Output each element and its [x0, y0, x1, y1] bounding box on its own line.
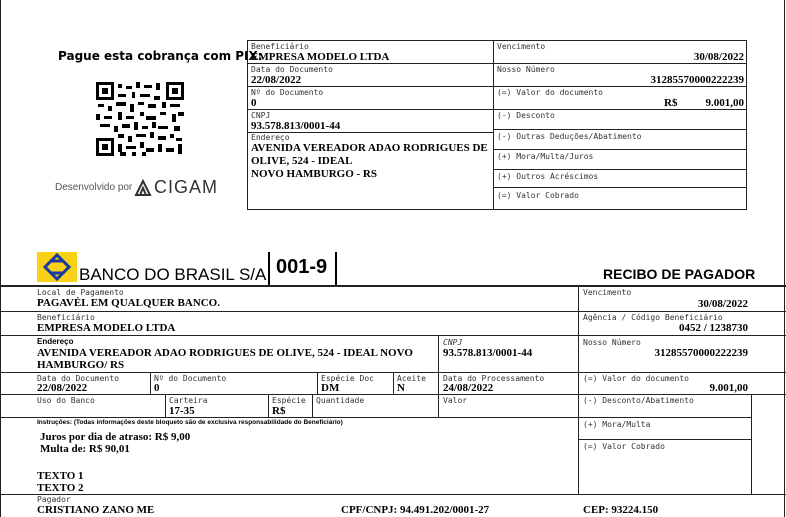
especie-doc-label: Espécie Doc — [321, 374, 374, 383]
uso-banco-label: Uso do Banco — [37, 396, 95, 405]
local-pagamento-value: PAGAVÉL EM QUALQUER BANCO. — [37, 297, 220, 309]
instrucao-juros: Juros por dia de atraso: R$ 9,00 — [40, 431, 191, 443]
valor-doc-value: 9.001,00 — [705, 97, 744, 109]
local-pagamento-label: Local de Pagamento — [37, 288, 124, 297]
nosso-numero-value: 31285570000222239 — [650, 74, 744, 86]
pagador-cep: CEP: 93224.150 — [583, 504, 659, 516]
desconto-label: (-) Desconto — [497, 111, 555, 120]
valor-label: Valor — [443, 396, 468, 405]
cigam-brand: CIGAM — [154, 177, 219, 197]
endereco-b-label: Endereço — [37, 337, 74, 346]
instrucao-multa: Multa de: R$ 90,01 — [40, 443, 130, 455]
valor-cobrado-label: (=) Valor Cobrado — [497, 191, 579, 200]
valor-doc-label: (=) Valor do documento — [497, 88, 603, 97]
valor-doc-b-label: (=) Valor do documento — [583, 374, 689, 383]
cnpj-value: 93.578.813/0001-44 — [251, 120, 341, 132]
nosso-numero-b-value: 31285570000222239 — [654, 347, 748, 359]
endereco-label: Endereço — [251, 133, 290, 142]
beneficiario-label: Beneficiário — [251, 42, 309, 51]
valor-currency: R$ — [664, 97, 678, 109]
vencimento-b-label: Vencimento — [583, 288, 632, 297]
especie-label: Espécie — [272, 396, 306, 405]
num-doc-value: 0 — [251, 97, 257, 109]
num-doc-b-label: Nº do Documento — [154, 374, 227, 383]
vencimento-label: Vencimento — [497, 42, 546, 51]
pagador-cpf: CPF/CNPJ: 94.491.202/0001-27 — [341, 504, 490, 516]
endereco-b-line-2: HAMBURGO/ RS — [37, 359, 125, 371]
beneficiario-value: EMPRESA MODELO LTDA — [251, 51, 390, 63]
endereco-line-3: NOVO HAMBURGO - RS — [251, 168, 377, 180]
developed-by-label: Desenvolvido por — [55, 182, 133, 193]
pagador-label: Pagador — [37, 495, 71, 504]
data-doc-b-value: 22/08/2022 — [37, 382, 88, 394]
desconto-abatimento-label: (-) Desconto/Abatimento — [583, 396, 694, 405]
especie-doc-value: DM — [321, 382, 340, 394]
data-doc-b-label: Data do Documento — [37, 374, 119, 383]
agencia-value: 0452 / 1238730 — [678, 322, 748, 334]
nosso-numero-b-label: Nosso Número — [583, 338, 641, 347]
pix-qr-code[interactable] — [96, 82, 184, 156]
bank-name: BANCO DO BRASIL S/A — [79, 265, 267, 284]
cnpj-label: CNPJ — [251, 111, 271, 120]
data-proc-value: 24/08/2022 — [443, 382, 494, 394]
carteira-value: 17-35 — [169, 405, 195, 417]
texto-2: TEXTO 2 — [37, 482, 84, 494]
page-left-border — [0, 0, 1, 517]
carteira-label: Carteira — [169, 396, 208, 405]
texto-1: TEXTO 1 — [37, 470, 84, 482]
banco-brasil-logo-icon — [37, 252, 77, 282]
endereco-line-2: OLIVE, 524 - IDEAL — [251, 155, 353, 167]
instrucoes-label: Instruções: (Todas informações deste bloqueto são de exclusiva responsabilidade do Beneficiário) — [37, 419, 343, 426]
pagador-value: CRISTIANO ZANO ME — [37, 504, 155, 516]
num-doc-label: Nº do Documento — [251, 88, 324, 97]
valor-cobrado-b-label: (=) Valor Cobrado — [583, 442, 665, 451]
outras-deducoes-label: (-) Outras Deduções/Abatimento — [497, 132, 642, 141]
aceite-value: N — [397, 382, 405, 394]
agencia-label: Agência / Código Beneficiário — [583, 313, 723, 322]
data-proc-label: Data do Processamento — [443, 374, 545, 383]
recibo-pagador-title: RECIBO DE PAGADOR — [603, 266, 756, 282]
aceite-label: Aceite — [397, 374, 426, 383]
pix-title: Pague esta cobrança com PIX: — [58, 49, 263, 63]
cnpj-b-value: 93.578.813/0001-44 — [443, 347, 533, 359]
data-doc-value: 22/08/2022 — [251, 74, 302, 86]
bank-code: 001-9 — [276, 256, 328, 278]
cigam-logo-icon — [134, 179, 152, 197]
data-doc-label: Data do Documento — [251, 65, 333, 74]
especie-value: R$ — [272, 405, 286, 417]
beneficiario-b-value: EMPRESA MODELO LTDA — [37, 322, 176, 334]
num-doc-b-value: 0 — [154, 382, 160, 394]
acrescimos-label: (+) Outros Acréscimos — [497, 172, 599, 181]
endereco-line-1: AVENIDA VEREADOR ADAO RODRIGUES DE — [251, 142, 488, 154]
vencimento-b-value: 30/08/2022 — [697, 298, 748, 310]
endereco-b-line-1: AVENIDA VEREADOR ADAO RODRIGUES DE OLIVE, 524 - IDEAL NOVO — [37, 347, 413, 359]
mora-label: (+) Mora/Multa/Juros — [497, 152, 594, 161]
vencimento-value: 30/08/2022 — [693, 51, 744, 63]
quantidade-label: Quantidade — [316, 396, 365, 405]
nosso-numero-label: Nosso Número — [497, 65, 555, 74]
beneficiario-b-label: Beneficiário — [37, 313, 95, 322]
cnpj-b-label: CNPJ — [443, 338, 463, 347]
valor-doc-b-value: 9.001,00 — [709, 382, 748, 394]
mora-multa-label: (+) Mora/Multa — [583, 420, 651, 429]
page-right-border — [784, 0, 785, 517]
